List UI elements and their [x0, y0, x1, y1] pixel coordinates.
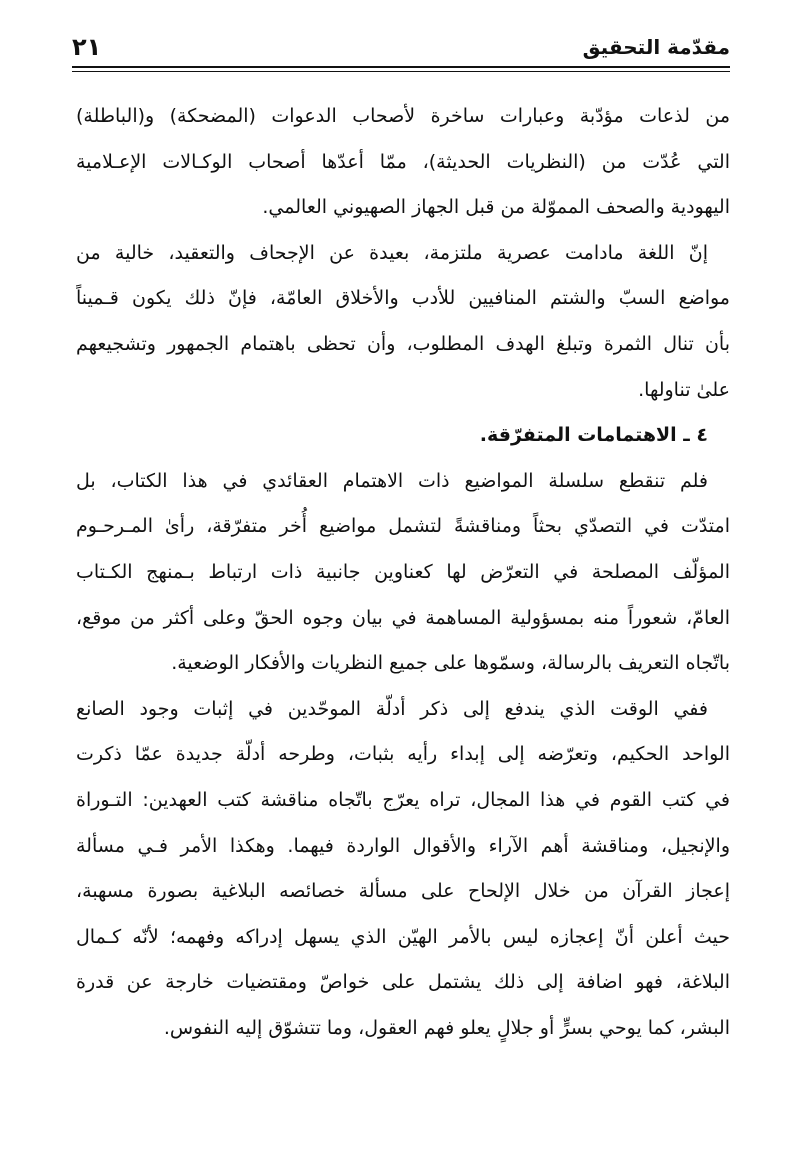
text-line: ففي الوقت الذي يندفع إلى ذكر أدلّة الموحّدين في إثبات وجود الصانع [76, 697, 708, 720]
text-line: البشر، كما يوحي بسرٍّ أو جلالٍ يعلو فهم العقول، وما تتشوّق إليه النفوس. [163, 1016, 730, 1039]
text-line: التي عُدّت من (النظريات الحديثة)، ممّا أعدّها أصحاب الوكـالات الإعـلامية [76, 150, 730, 173]
page-number: ٢١ [72, 33, 102, 61]
running-title: مقدّمة التحقيق [582, 35, 730, 59]
text-line: امتدّت في التصدّي بحثاً ومناقشةً لتشمل مواضيع أُخر متفرّقة، رأىٰ المـرحـوم [76, 515, 730, 538]
header-rule-thick [72, 66, 730, 68]
body-text [76, 94, 730, 1094]
running-head [72, 32, 730, 62]
text-line: في كتب القوم في هذا المجال، تراه يعرّج باتّجاه مناقشة كتب العهدين: التـوراة [76, 788, 730, 811]
text-line: الواحد الحكيم، وتعرّضه إلى إبداء رأيه بثبات، وطرحه أدلّة جديدة عمّا ذكرت [76, 743, 730, 766]
header-rule-thin [72, 71, 730, 72]
text-line: العامّ، شعوراً منه بمسؤولية المساهمة في بيان وجوه الحقّ وعلى أكثر من موقع، [76, 606, 730, 629]
text-line: البلاغة، فهو اضافة إلى ذلك يشتمل على خواصّ ومقتضيات خارجة عن قدرة [76, 971, 730, 994]
section-heading: ٤ ـ الاهتمامات المتفرّقة. [479, 424, 708, 447]
text-line: المؤلّف المصلحة في التعرّض لها كعناوين جانبية ذات ارتباط بـمنهج الكـتاب [76, 560, 730, 583]
text-line: من لذعات مؤدّبة وعبارات ساخرة لأصحاب الدعوات (المضحكة) و(الباطلة) [76, 105, 730, 127]
text-line: إعجاز القرآن من خلال الإلحاح على مسألة خصائصه البلاغية بصورة مسهبة، [76, 880, 730, 903]
text-line: اليهودية والصحف المموّلة من قبل الجهاز الصهيوني العالمي. [262, 196, 730, 219]
text-line: علىٰ تناولها. [638, 378, 730, 401]
text-line: فلم تنقطع سلسلة المواضيع ذات الاهتمام العقائدي في هذا الكتاب، بل [76, 469, 708, 492]
text-line: إنّ اللغة مادامت عصرية ملتزمة، بعيدة عن الإجحاف والتعقيد، خالية من [76, 241, 708, 264]
text-line: بأن تنال الثمرة وتبلغ الهدف المطلوب، وأن تحظى باهتمام الجمهور وتشجيعهم [76, 332, 730, 355]
text-line: باتّجاه التعريف بالرسالة، وسمّوها على جميع النظريات والأفكار الوضعية. [171, 652, 730, 675]
text-line: والإنجيل، ومناقشة أهم الآراء والأقوال الواردة فيهما. وهكذا الأمر فـي مسألة [76, 834, 730, 857]
text-line: حيث أعلن أنّ إعجازه ليس بالأمر الهيّن الذي يسهل إدراكه وفهمه؛ لأنّه كـمال [76, 925, 730, 948]
text-line: مواضع السبّ والشتم المنافيين للأدب والأخلاق العامّة، فإنّ ذلك يكون قـميناً [76, 287, 730, 310]
